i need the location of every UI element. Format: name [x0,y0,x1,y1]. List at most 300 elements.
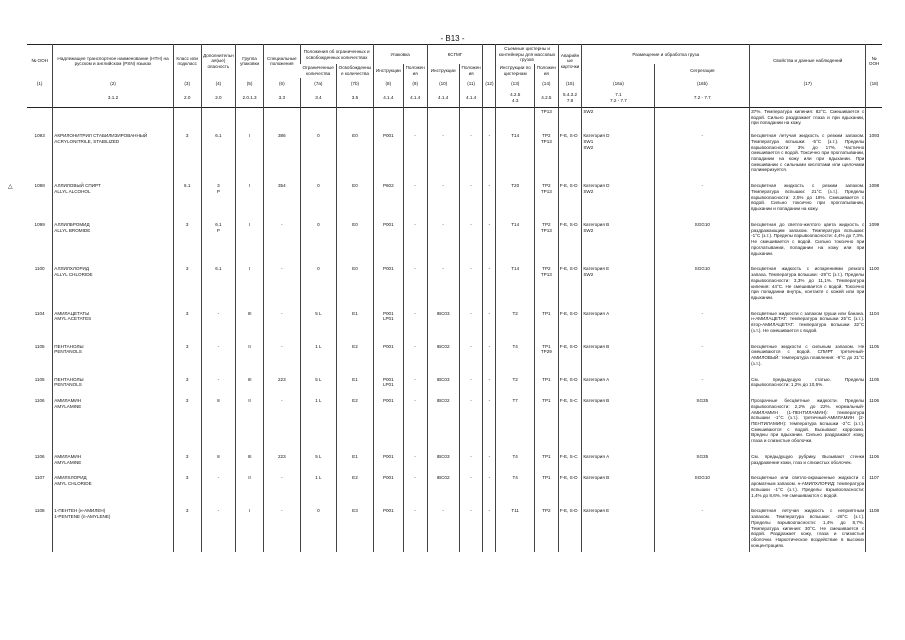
tank-provisions: TP2 TP13 [535,216,559,260]
ems: F-E, S-D [558,127,582,177]
col-reference: 7.2 - 7.7 [655,89,750,107]
un-number-right: 1105 [866,338,882,371]
col-reference: 2.0 [201,89,235,107]
packing-group: I [236,260,264,304]
col-12: - [483,502,496,552]
table-row [27,260,882,304]
packing-group: III [236,305,264,338]
table-row [27,338,882,371]
un-number-right: 1100 [866,260,882,304]
table-row [27,177,882,216]
col-number: (6) [264,78,301,90]
empty-cell [53,107,173,127]
col-reference [483,89,496,107]
ibc-instruction: - [427,216,459,260]
col-12: - [483,392,496,448]
hdr-pack-instr: Инструкции [373,64,403,77]
packing-provisions: - [403,448,427,469]
un-number: 1105 [34,376,45,382]
un-number: 1106 [34,398,45,404]
table-row [27,127,882,177]
name-en: ALLYL BROMIDE [54,227,91,233]
name-en: AMYL CHLORIDE [54,481,92,487]
segregation: SGG10 [655,260,750,304]
class: 3 [173,469,201,502]
name-ru: АМИЛАМИН [54,398,82,404]
hdr-tank-group: Съемные цистерны и контейнеры для массовых грузов [496,45,558,65]
empty-cell [866,107,882,127]
tank-provisions: TP1 [535,392,559,448]
empty-cell [173,107,201,127]
subsidiary-risk: - [201,338,235,371]
col-number: (13) [496,78,535,90]
class: 3 [173,127,201,177]
stowage: Категория D SW2 [582,177,655,216]
shipping-name [53,177,173,216]
packing-group: I [236,502,264,552]
hdr-stowage-a [582,64,655,77]
excepted-quantity: E1 [337,448,374,469]
subsidiary-risk: 6.1 [201,260,235,304]
special-provisions: - [264,216,301,260]
ibc-instruction: - [427,127,459,177]
col-reference: 3.5 [337,89,374,107]
ems: F-E, S-C [558,448,582,469]
properties: 37%. Температура кипения: 82°C. Смешивается с водой. Сильно раздражает глаза и при вдыхании, при попадании на кожу. [751,108,865,126]
un-number: 1108 [34,508,45,514]
limited-quantity: 0 [300,260,337,304]
hdr-class: Класс или подкласс [173,45,201,78]
ems: F-E, S-D [558,502,582,552]
col-reference: 4.1.4 [403,89,427,107]
packing-provisions: - [403,502,427,552]
packing-provisions: - [403,177,427,216]
col-12: - [483,305,496,338]
class: 3 [173,448,201,469]
tank-provisions: TP1 [535,448,559,469]
packing-provisions: - [403,371,427,392]
properties: Бесцветная летучая жидкость с неприятным запахом. Температура вспышки: -28°C (з.т.). Пределы взрывоопасности: 1,4% до 8,7%. Температура кипения: 30°C. Не смешивается с водой. Раздражает кожу, глаза и слизистые оболочки. Наркотическое воздействие в высоких концентрациях. [750,502,866,552]
subsidiary-risk: - [201,371,235,392]
packing-provisions: - [403,216,427,260]
empty-cell [201,107,235,127]
excepted-quantity: E2 [337,392,374,448]
name-en: AMYL ACETATES [54,316,92,322]
col-number: (1) [36,80,43,86]
properties: Бесцветная жидкость с испарениями резкого запаха. Температура вспышки: -29°C (з.т.). Пределы взрывоопасности: 3,3% до 11,1%. Температура кипения: 44°C. Не смешивается с водой. Токсично при попадании внутрь, контакте с кожей или при вдыхании. [750,260,866,304]
name-en: AMYLAMINE [54,459,82,465]
ibc-provisions: - [459,216,483,260]
ems: F-E, S-D [558,216,582,260]
shipping-name [53,469,173,502]
shipping-name [53,260,173,304]
limited-quantity: 0 [300,216,337,260]
tank-provisions: TP13 [535,107,559,127]
tank-instruction: T2 [496,305,535,338]
excepted-quantity: E0 [337,127,374,177]
subsidiary-risk: 6.1 [201,127,235,177]
un-number-right: 1106 [866,448,882,469]
special-provisions: - [264,469,301,502]
hdr-ibc-prov: Положения [459,64,483,77]
col-number: (3) [173,78,201,90]
name-en: ALLYL CHLORIDE [54,272,93,278]
ems: F-E, S-D [558,371,582,392]
subsidiary-risk: 8 [201,448,235,469]
ibc-instruction: IBC02 [427,392,459,448]
excepted-quantity: E1 [337,371,374,392]
name-en: ALLYL ALCOHOL [54,188,91,194]
stowage: Категория B [582,338,655,371]
packing-provisions: - [403,392,427,448]
tank-provisions: TP1 [535,469,559,502]
stowage: Категория A [582,448,655,469]
name-ru: АМИЛАМИН [54,453,82,459]
special-provisions: - [264,502,301,552]
segregation: SG35 [655,448,750,469]
tank-instruction: T14 [496,127,535,177]
packing-provisions: - [403,469,427,502]
col-number: (4) [201,78,235,90]
segregation: - [655,371,750,392]
properties: См. предыдущую рубрику. Вызывают стенки раздражение кожи, глаз и слизистых оболочек. [750,448,866,469]
col-reference: 7.1 7.2 - 7.7 [582,89,655,107]
un-number-right: 1108 [866,502,882,552]
col-reference: 4.2.5 4.3 [496,89,535,107]
properties: Бесцветные или светло-окрашенные жидкости с ароматным запахом. н-АМИЛХЛОРИД: температура вспышки -1°C (з.т.). Пределы взрывоопасности: 1,4% до 8,6%. Не смешиваются с водой. [750,469,866,502]
packing-instruction: P602 [373,177,403,216]
col-number: (16a) [582,78,655,90]
col-12: - [483,216,496,260]
special-provisions: 223 [264,371,301,392]
hdr-tank-instr: Инструкции по цистернам [496,64,535,77]
name-ru: ПЕНТАНОЛЫ [54,376,84,382]
hdr-un-right: № ООН [866,45,882,78]
class: 3 [173,216,201,260]
class: 3 [173,338,201,371]
properties: Бесцветная до светло-желтого цвета жидкость с раздражающим запахом. Температура вспышки: -1°C (з.т.). Пределы взрывоопасности: 4,4% до 7,3%. Не смешивается с водой. Сильно токсично при проглатывании, попадании на кожу или при вдыхании. [750,216,866,260]
special-provisions: 386 [264,127,301,177]
packing-provisions: - [403,127,427,177]
special-provisions: 354 [264,177,301,216]
subsidiary-risk: - [201,305,235,338]
properties: Бесцветная летучая жидкость с резким запахом. Температура вспышки: -5°C (з.т.). Пределы взрывоопасности: 3% до 17%. Частично смешивается с водой. Токсично при проглатывании, попадании на кожу или при вдыхании. При смешивании с сильными кислотами или щелочами полимеризуется. [750,127,866,177]
un-number: 1099 [34,221,45,227]
hdr-subrisk: Дополнительная(ые) опасность [201,45,235,78]
limited-quantity: 0 [300,177,337,216]
shipping-name [53,127,173,177]
un-number-right: 1104 [866,305,882,338]
segregation: - [655,127,750,177]
stowage: SW2 [582,107,655,127]
stowage: Категория E SW2 [582,260,655,304]
segregation: - [655,305,750,338]
excepted-quantity: E1 [337,305,374,338]
class: 3 [173,371,201,392]
ibc-provisions: - [459,469,483,502]
col-number: (16b) [655,78,750,90]
col-reference: 3.1.2 [53,89,173,107]
col-12: - [483,448,496,469]
packing-group: II [236,338,264,371]
col-12: - [483,177,496,216]
segregation: SG35 [655,392,750,448]
ibc-instruction: IBC03 [427,371,459,392]
stowage: Категория B [582,469,655,502]
empty-cell [427,107,459,127]
un-number-right: 1107 [866,469,882,502]
hdr-pack-prov: Положения [403,64,427,77]
hdr-un: № ООН [31,58,48,64]
hdr-sp: Специальные положения [264,45,301,78]
class: 6.1 [173,177,201,216]
ems: F-E, S-D [558,177,582,216]
dg-table [27,44,882,552]
col-12: - [483,469,496,502]
packing-instruction: P001 LP01 [373,371,403,392]
name-ru: АМИЛАЦЕТАТЫ [54,310,90,316]
limited-quantity: 1 L [300,469,337,502]
un-number-right: 1098 [866,177,882,216]
un-number: 1104 [34,310,45,316]
shipping-name [53,216,173,260]
excepted-quantity: E2 [337,469,374,502]
packing-instruction: P001 [373,502,403,552]
hdr-tank-prov: Положения [535,64,559,77]
hdr-limited: Ограниченные количества [302,65,334,76]
empty-cell [373,107,403,127]
subsidiary-risk: - [201,502,235,552]
packing-instruction: P001 [373,216,403,260]
col-number: (14) [535,78,559,90]
excepted-quantity: E3 [337,502,374,552]
special-provisions: - [264,260,301,304]
col-number: (8) [373,78,403,90]
ibc-instruction: IBC03 [427,305,459,338]
empty-cell [655,107,750,127]
ibc-instruction: IBC03 [427,448,459,469]
stowage: Категория D SW1 SW2 [582,127,655,177]
col-12: - [483,338,496,371]
name-ru: АЛЛИЛХЛОРИД [54,266,89,272]
table-row [27,305,882,338]
un-number-right: 1106 [866,392,882,448]
col-number: (9) [403,78,427,90]
tank-instruction: T2 [496,371,535,392]
table-row [27,469,882,502]
packing-group: III [236,371,264,392]
class: 3 [173,260,201,304]
table-row [27,502,882,552]
packing-instruction: P001 [373,392,403,448]
table-row [27,392,882,448]
ibc-instruction: - [427,502,459,552]
packing-group: I [236,127,264,177]
segregation: SGG10 [655,216,750,260]
packing-group: I [236,177,264,216]
empty-cell [403,107,427,127]
packing-instruction: P001 [373,448,403,469]
col-reference: 2.0.1.3 [236,89,264,107]
segregation: - [655,177,750,216]
col-reference: 2.0 [173,89,201,107]
subsidiary-risk: 3 P [201,177,235,216]
shipping-name [53,502,173,552]
subsidiary-risk: 6.1 P [201,216,235,260]
name-ru: 1-ПЕНТЕН (н-АМИЛЕН) [54,508,106,514]
shipping-name [53,305,173,338]
ibc-instruction: IBC02 [427,469,459,502]
limited-quantity: 1 L [300,392,337,448]
hdr-name: Надлежащее транспортное наименование (НТН) на русском и английском (PSN) языках [53,45,173,78]
hdr-properties: Свойства и данные наблюдений [750,45,866,78]
un-number: 1106 [34,453,45,459]
special-provisions: 223 [264,448,301,469]
hdr-ems: Аварийные карточки [558,45,582,78]
empty-cell [236,107,264,127]
tank-instruction: T14 [496,260,535,304]
col-reference: 4.2.5 [535,89,559,107]
subsidiary-risk: - [201,469,235,502]
name-ru: АКРИЛОНИТРИЛ СТАБИЛИЗИРОВАННЫЙ [54,133,148,139]
ems: F-E, S-D [558,469,582,502]
un-number: 1100 [34,266,45,272]
tank-instruction: T11 [496,502,535,552]
name-en: ACRYLONITRILE, STABILIZED [54,138,120,144]
col-number: (12) [483,78,496,90]
col-12: - [483,371,496,392]
tank-provisions: TP1 TP29 [535,338,559,371]
limited-quantity: 5 L [300,448,337,469]
col-reference [750,89,866,107]
properties: Бесцветные жидкости с сильным запахом. Не смешиваются с водой. СПИРТ третичный-АМИЛОВЫЙ: температура плавления: -9°C до 21°C (з.т.). [750,338,866,371]
packing-instruction: P001 [373,260,403,304]
class: 3 [173,305,201,338]
empty-cell [558,107,582,127]
tank-instruction: T20 [496,177,535,216]
ibc-instruction: IBC02 [427,338,459,371]
stowage: Категория B [582,392,655,448]
col-number: (2) [53,78,173,90]
packing-provisions: - [403,338,427,371]
hdr-limited-group: Положения об ограниченных и освобожденных количествах [300,45,373,65]
un-number: 1093 [34,133,45,139]
ibc-provisions: - [459,371,483,392]
limited-quantity: 1 L [300,338,337,371]
table-row-continuation [27,107,882,127]
segregation: SGG10 [655,469,750,502]
segregation: - [655,338,750,371]
col-reference: 4.1.4 [427,89,459,107]
dangerous-goods-list [27,44,882,596]
empty-cell [27,107,53,127]
empty-cell [264,107,301,127]
ibc-provisions: - [459,338,483,371]
limited-quantity: 0 [300,127,337,177]
properties: Бесцветные жидкости с запахом груши или банана. н-АМИЛАЦЕТАТ: температура вспышки 25°C (з.т.). втор-АМИЛАЦЕТАТ: температура вспышки 32°C (з.т.). Не смешивается с водой. [750,305,866,338]
excepted-quantity: E0 [337,177,374,216]
ibc-provisions: - [459,392,483,448]
ibc-provisions: - [459,127,483,177]
packing-group: III [236,448,264,469]
col-number: (5) [236,78,264,90]
packing-instruction: P001 [373,338,403,371]
packing-group: II [236,392,264,448]
special-provisions: - [264,392,301,448]
properties: См. предыдущую статью. Пределы взрывоопасности: 1,2% до 10,5%. [750,371,866,392]
name-ru: АМИЛХЛОРИД [54,475,87,481]
col-reference: 4.1.4 [373,89,403,107]
hdr-ibc: КСГМГ [427,45,483,65]
un-number-right: 1105 [866,371,882,392]
table-row [27,448,882,469]
ems: F-E, S-D [558,305,582,338]
class: 3 [173,392,201,448]
un-number-right: 1099 [866,216,882,260]
packing-instruction: P001 [373,469,403,502]
ibc-provisions: - [459,305,483,338]
tank-provisions: TP1 [535,371,559,392]
table-row [27,216,882,260]
un-number: 1098 [34,183,45,189]
col-12: - [483,260,496,304]
ems: F-E, S-D [558,338,582,371]
col-12: - [483,127,496,177]
excepted-quantity: E0 [337,216,374,260]
shipping-name [53,392,173,448]
tank-instruction: T7 [496,392,535,448]
name-ru: ПЕНТАНОЛЫ [54,343,84,349]
class: 3 [173,502,201,552]
packing-group: I [236,216,264,260]
hdr-packing: Упаковка [373,45,427,65]
col-number: (17) [750,78,866,90]
hdr-pg: Группа упаковки [236,45,264,78]
page-number: - B13 - [440,34,465,43]
col-number: (15) [558,78,582,90]
col-reference: 3.4 [300,89,337,107]
un-number-right: 1093 [866,127,882,177]
name-ru: АЛЛИЛОВЫЙ СПИРТ [54,183,101,189]
limited-quantity: 5 L [300,305,337,338]
tank-instruction: T14 [496,216,535,260]
table-row [27,371,882,392]
packing-instruction: P001 [373,127,403,177]
col-reference: 4.1.4 [459,89,483,107]
ibc-provisions: - [459,177,483,216]
name-en: PENTANOLS [54,382,82,388]
ibc-instruction: - [427,177,459,216]
shipping-name [53,338,173,371]
limited-quantity: 0 [300,502,337,552]
subsidiary-risk: 8 [201,392,235,448]
properties: Бесцветная жидкость с резким запахом. Температура вспышки: 21°C (з.т.). Пределы взрывоопасности: 2,5% до 18%. Смешивается с водой. Сильно токсично при проглатывании, вдыхании и попадании на кожу. [750,177,866,216]
empty-cell [496,107,535,127]
packing-provisions: - [403,305,427,338]
hdr-c12 [483,45,496,78]
stowage: Категория A [582,305,655,338]
tank-instruction: T4 [496,448,535,469]
stowage: Категория E [582,502,655,552]
name-en: AMYLAMINE [54,403,82,409]
special-provisions: - [264,305,301,338]
hdr-ibc-instr: Инструкции [427,64,459,77]
segregation: - [655,502,750,552]
col-number: (11) [459,78,483,90]
shipping-name [53,371,173,392]
col-reference [866,89,882,107]
shipping-name [53,448,173,469]
